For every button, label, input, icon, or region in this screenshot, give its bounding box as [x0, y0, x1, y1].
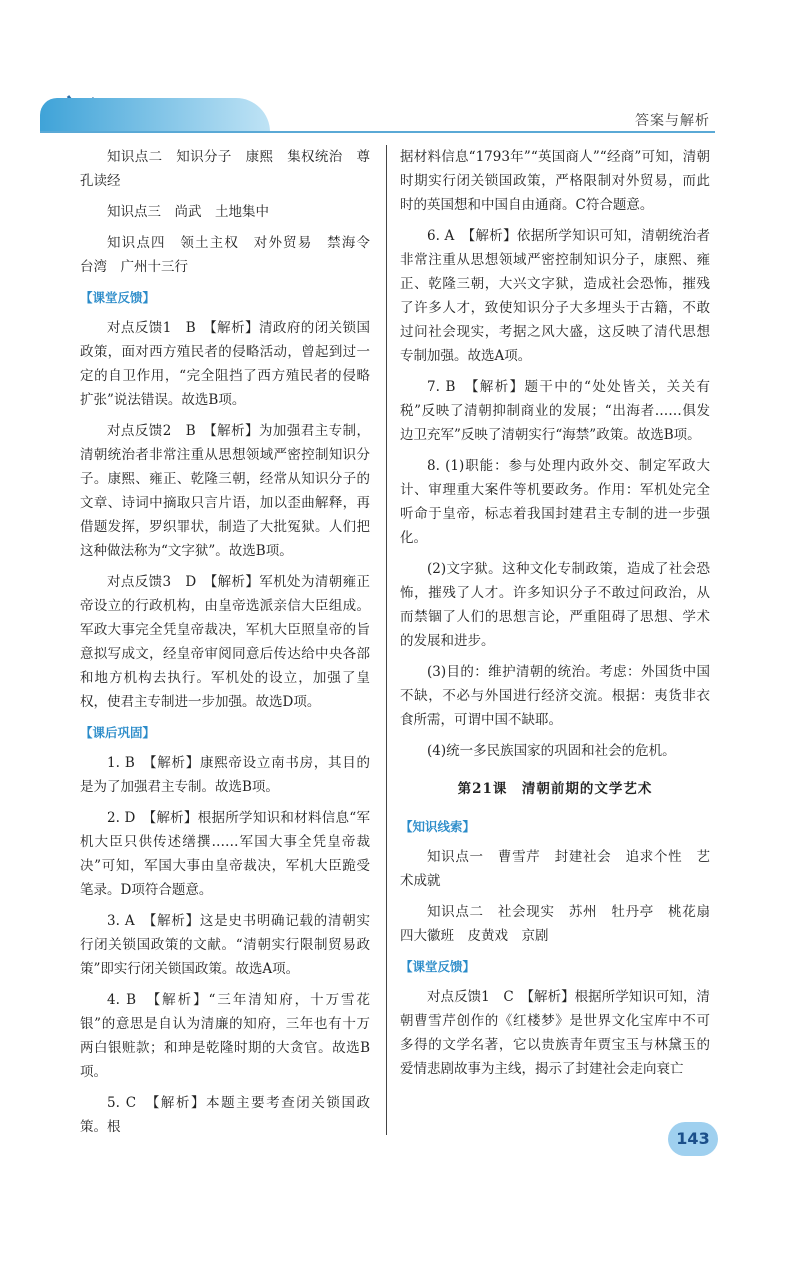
page-number: 143 — [668, 1122, 718, 1156]
section-heading: 【知识线索】 — [400, 819, 476, 834]
paragraph: 知识点二 社会现实 苏州 牡丹亭 桃花扇 四大徽班 皮黄戏 京剧 — [400, 904, 724, 944]
paragraph: 8. (1)职能：参与处理内政外交、制定军政大计、审理重大案件等机要政务。作用：军机处完全听命于皇帝，标志着我国封建君主专制的进一步强化。 — [400, 458, 710, 546]
left-column — [80, 145, 384, 1146]
paragraph: 知识点二 知识分子 康熙 集权统治 尊孔读经 — [80, 149, 370, 189]
paragraph: 3. A 【解析】这是史书明确记载的清朝实行闭关锁国政策的文献。“清朝实行限制贸易政策”即实行闭关锁国政策。故选A项。 — [80, 913, 370, 977]
paragraph: 据材料信息“1793年”“英国商人”“经商”可知，清朝时期实行闭关锁国政策，严格限制对外贸易，而此时的英国想和中国自由通商。C符合题意。 — [400, 149, 710, 213]
paragraph: 7. B 【解析】题干中的“处处皆关，关关有税”反映了清朝抑制商业的发展；“出海者……俱发边卫充军”反映了清朝实行“海禁”政策。故选B项。 — [400, 379, 710, 443]
right-column — [400, 145, 724, 1088]
paragraph: 知识点四 领土主权 对外贸易 禁海令 台湾 广州十三行 — [80, 235, 384, 275]
paragraph: 对点反馈1 B 【解析】清政府的闭关锁国政策，面对西方殖民者的侵略活动，曾起到过一定的自卫作用，“完全阻挡了西方殖民者的侵略扩张”说法错误。故选B项。 — [80, 320, 370, 408]
paragraph: (3)目的：维护清朝的统治。考虑：外国货中国不缺，不必与外国进行经济交流。根据：夷货非衣食所需，可谓中国不缺耶。 — [400, 664, 710, 728]
paragraph: 1. B 【解析】康熙帝设立南书房，其目的是为了加强君主专制。故选B项。 — [80, 755, 370, 795]
section-heading: 【课堂反馈】 — [80, 290, 156, 305]
paragraph: 4. B 【解析】“三年清知府，十万雪花银”的意思是自认为清廉的知府，三年也有十万两白银赃款；和珅是乾隆时期的大贪官。故选B项。 — [80, 992, 370, 1080]
header-rule — [40, 131, 715, 133]
paragraph: 对点反馈1 C 【解析】根据所学知识可知，清朝曹雪芹创作的《红楼梦》是世界文化宝库中不可多得的文学名著，它以贵族青年贾宝玉与林黛玉的爱情悲剧故事为主线，揭示了封建社会走向衰亡 — [400, 989, 710, 1077]
paragraph: 6. A 【解析】依据所学知识可知，清朝统治者非常注重从思想领域严密控制知识分子，康熙、雍正、乾隆三朝，大兴文字狱，造成社会恐怖，摧残了许多人才，致使知识分子大多埋头于古籍，不敢过问社会现实，考据之风大盛，这反映了清代思想专制加强。故选A项。 — [400, 228, 710, 364]
page-header — [0, 90, 800, 140]
paragraph: 2. D 【解析】根据所学知识和材料信息“军机大臣只供传述缮撰……军国大事全凭皇帝裁决”可知，军国大事由皇帝裁决，军机大臣跪受笔录。D项符合题意。 — [80, 810, 370, 898]
paragraph: 对点反馈2 B 【解析】为加强君主专制，清朝统治者非常注重从思想领域严密控制知识分子。康熙、雍正、乾隆三朝，经常从知识分子的文章、诗词中摘取只言片语，加以歪曲解释，再借题发挥，罗织罪状，制造了大批冤狱。人们把这种做法称为“文字狱”。故选B项。 — [80, 423, 370, 559]
paragraph: 知识点一 曹雪芹 封建社会 追求个性 艺术成就 — [400, 849, 710, 889]
paragraph: 知识点三 尚武 土地集中 — [107, 204, 269, 220]
paragraph: 对点反馈3 D 【解析】军机处为清朝雍正帝设立的行政机构，由皇帝选派亲信大臣组成。军政大事完全凭皇帝裁决，军机大臣照皇帝的旨意拟写成文，经皇帝审阅同意后传达给中央各部和地方机构去执行。军机处的设立，加强了皇权，使君主专制进一步加强。故选D项。 — [80, 574, 370, 710]
header-band — [40, 98, 270, 132]
paragraph: (4)统一多民族国家的巩固和社会的危机。 — [427, 743, 676, 759]
section-heading: 【课后巩固】 — [80, 725, 156, 740]
paragraph: (2)文字狱。这种文化专制政策，造成了社会恐怖，摧残了人才。许多知识分子不敢过问政治，从而禁锢了人们的思想言论，严重阻碍了思想、学术的发展和进步。 — [400, 561, 710, 649]
header-title: 答案与解析 — [635, 113, 710, 129]
section-heading: 【课堂反馈】 — [400, 959, 476, 974]
column-divider — [386, 145, 387, 1135]
paragraph: 5. C 【解析】本题主要考查闭关锁国政策。根 — [80, 1095, 370, 1135]
lesson-title: 第21课 清朝前期的文学艺术 — [457, 781, 653, 797]
